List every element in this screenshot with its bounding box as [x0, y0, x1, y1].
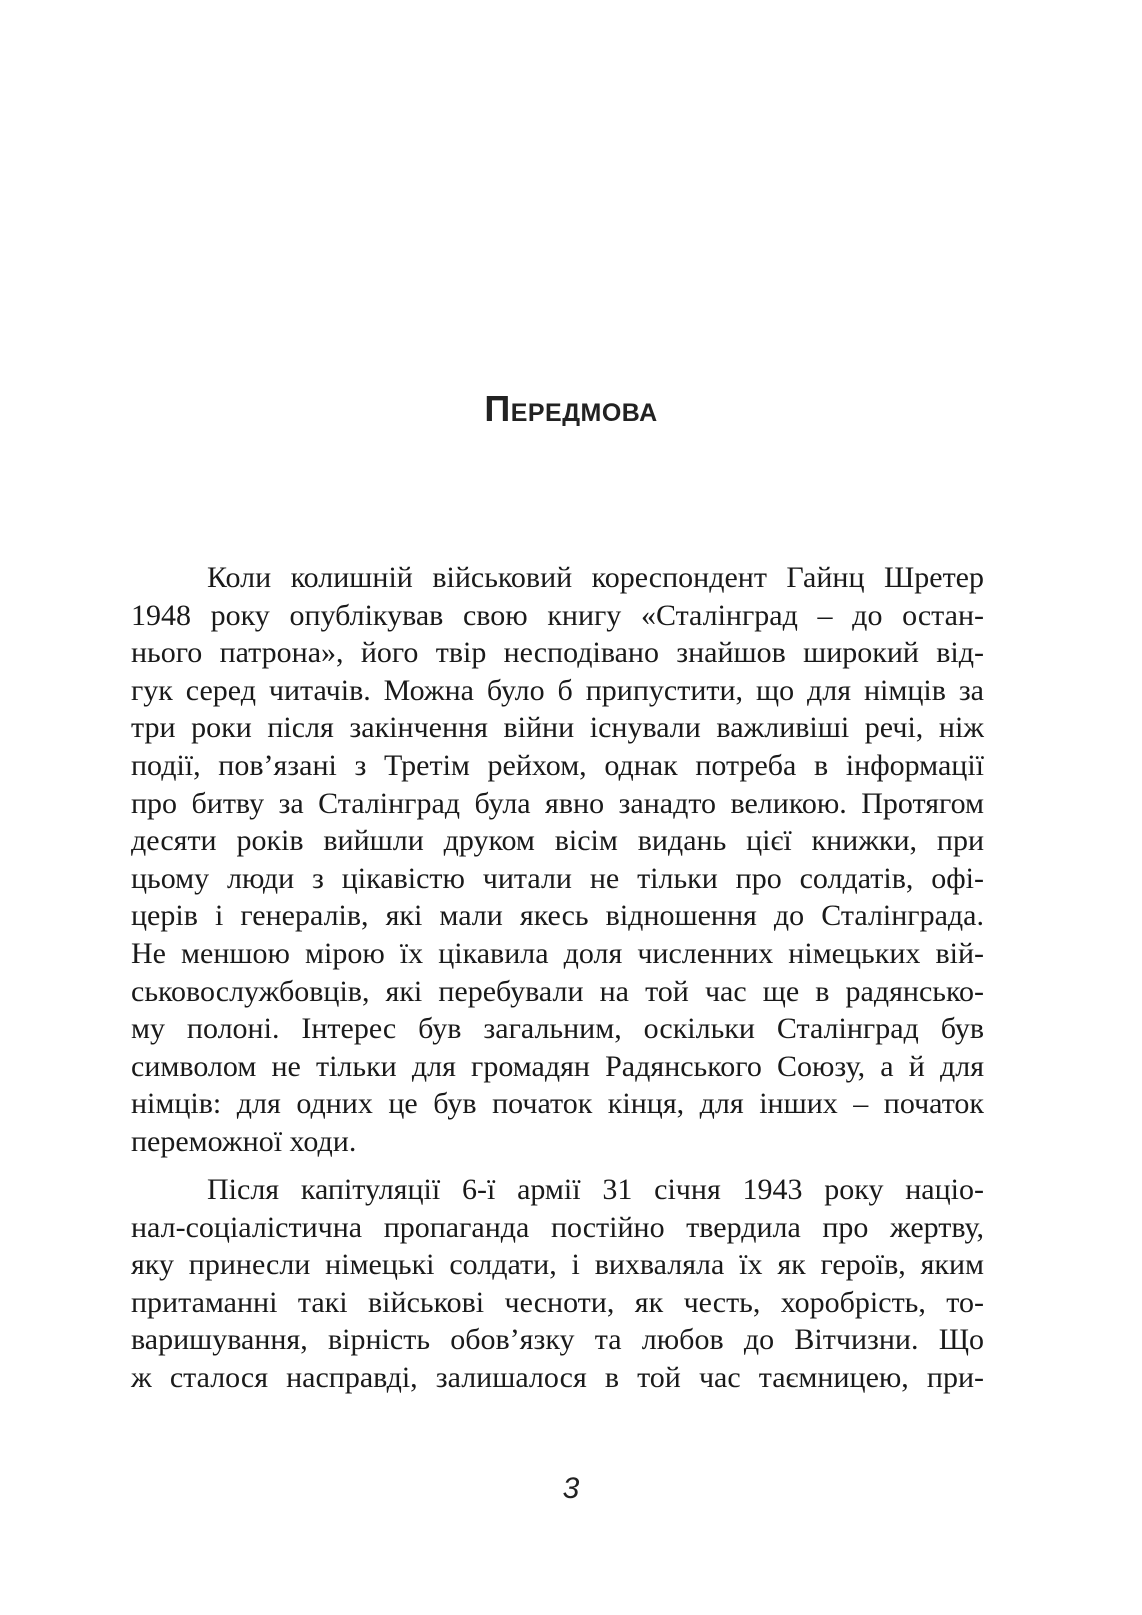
- text-line: Коли колишній військовий кореспондент Гайнц Шретер: [207, 561, 984, 594]
- text-line: цьому люди з цікавістю читали не тільки про солдатів, офі-: [131, 861, 984, 895]
- text-line: про битву за Сталінград була явно занадто великою. Протягом: [131, 786, 984, 820]
- text-line: му полоні. Інтерес був загальним, оскільки Сталінград був: [131, 1012, 984, 1046]
- paragraph-1: [131, 559, 984, 1161]
- text-line: ськовослужбовців, які перебували на той час ще в радянсько-: [131, 974, 984, 1008]
- page-title: Передмова: [484, 388, 658, 429]
- text-line: церів і генералів, які мали якесь відношення до Сталінграда.: [131, 899, 984, 933]
- text-line: три роки після закінчення війни існували важливіші речі, ніж: [131, 711, 984, 745]
- text-line: гук серед читачів. Можна було б припустити, що для німців за: [131, 673, 984, 707]
- text-line: десяти років вийшли друком вісім видань цієї книжки, при: [131, 824, 984, 858]
- text-line: ж сталося насправді, залишалося в той час таємницею, при-: [131, 1360, 984, 1394]
- text-line: яку принесли німецькі солдати, і вихваляла їх як героїв, яким: [131, 1248, 984, 1282]
- text-line: символом не тільки для громадян Радянського Союзу, а й для: [131, 1049, 984, 1083]
- text-line: 1948 року опублікував свою книгу «Сталінград – до остан-: [131, 598, 984, 632]
- text-line: німців: для одних це був початок кінця, для інших – початок: [131, 1087, 984, 1121]
- text-line: притаманні такі військові чесноти, як честь, хоробрість, то-: [131, 1285, 984, 1319]
- text-line: Після капітуляції 6-ї армії 31 січня 1943 року націо-: [207, 1173, 984, 1206]
- text-line: варишування, вірність обов’язку та любов до Вітчизни. Що: [131, 1323, 984, 1357]
- text-line: переможної ходи.: [131, 1124, 357, 1158]
- text-line: Не меншою мірою їх цікавила доля численних німецьких вій-: [131, 936, 984, 970]
- page-number: 3: [562, 1472, 580, 1505]
- text-line: нал-соціалістична пропаганда постійно твердила про жертву,: [131, 1210, 984, 1244]
- paragraph-2: [131, 1171, 984, 1397]
- text-line: події, пов’язані з Третім рейхом, однак потреба в інформації: [131, 748, 984, 782]
- text-line: нього патрона», його твір несподівано знайшов широкий від-: [131, 636, 984, 670]
